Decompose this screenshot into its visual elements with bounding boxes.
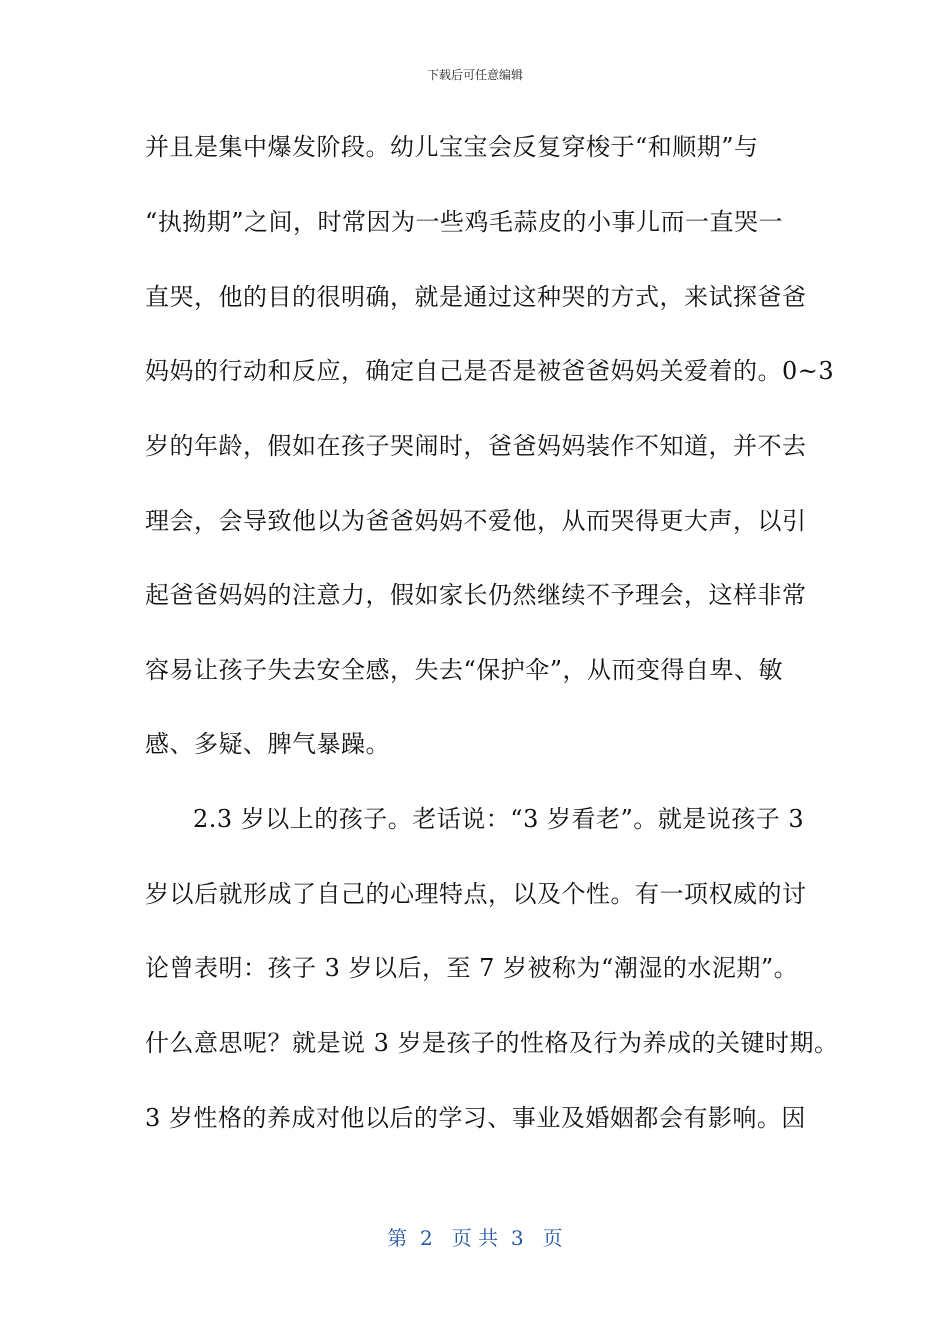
paragraph-line: 论曾表明：孩子 3 岁以后，至 7 岁被称为“潮湿的水泥期”。 (145, 954, 799, 982)
page-header: 下载后可任意编辑 (426, 68, 523, 82)
page-number-footer: 第 2 页 共 3 页 (387, 1226, 563, 1250)
paragraph-line: 岁以后就形成了自己的心理特点，以及个性。有一项权威的讨 (145, 880, 807, 908)
paragraph-line: 3 岁性格的养成对他以后的学习、事业及婚姻都会有影响。因 (145, 1104, 806, 1132)
paragraph-line: 并且是集中爆发阶段。幼儿宝宝会反复穿梭于“和顺期”与 (145, 133, 759, 161)
paragraph-line: 妈妈的行动和反应，确定自己是否是被爸爸妈妈关爱着的。0~3 (145, 357, 835, 385)
paragraph-line: 起爸爸妈妈的注意力，假如家长仍然继续不予理会，这样非常 (145, 581, 807, 609)
paragraph-line: 2.3 岁以上的孩子。老话说：“3 岁看老”。就是说孩子 3 (193, 805, 805, 833)
paragraph-line: “执拗期”之间，时常因为一些鸡毛蒜皮的小事儿而一直哭一 (145, 208, 784, 236)
paragraph-line: 岁的年龄，假如在孩子哭闹时，爸爸妈妈装作不知道，并不去 (145, 432, 807, 460)
paragraph-line: 理会，会导致他以为爸爸妈妈不爱他，从而哭得更大声，以引 (145, 507, 807, 535)
paragraph-line: 感、多疑、脾气暴躁。 (145, 730, 390, 758)
paragraph-line: 容易让孩子失去安全感，失去“保护伞”，从而变得自卑、敏 (145, 656, 784, 684)
paragraph-line: 什么意思呢？就是说 3 岁是孩子的性格及行为养成的关键时期。 (145, 1029, 839, 1057)
paragraph-line: 直哭，他的目的很明确，就是通过这种哭的方式，来试探爸爸 (145, 283, 807, 311)
